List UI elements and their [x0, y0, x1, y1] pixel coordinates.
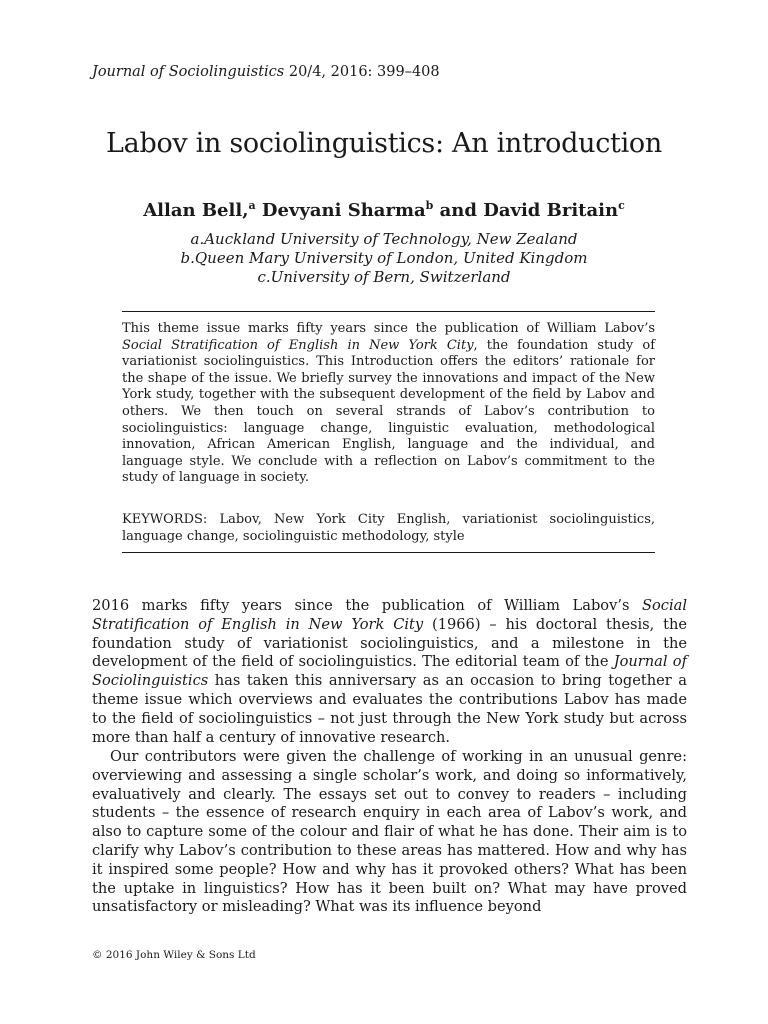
- journal-volume: 20/4, 2016: 399–408: [284, 64, 440, 80]
- body-text: 2016 marks fifty years since the publication of William Labov’s: [92, 597, 642, 614]
- author-affil-mark: c: [618, 199, 625, 212]
- abstract-bottom-rule: [122, 552, 655, 553]
- author-list: [0, 200, 768, 221]
- author-name: Allan Bell,: [143, 200, 249, 221]
- author-affil-mark: a: [248, 199, 256, 212]
- journal-name: Journal of Sociolinguistics: [92, 64, 285, 80]
- abstract: [122, 321, 655, 487]
- body-italic: Journal of Sociolinguistics: [92, 653, 687, 690]
- affiliation: c.University of Bern, Switzerland: [257, 268, 511, 286]
- author-name: and David Britain: [433, 200, 619, 221]
- affiliations: [0, 230, 768, 287]
- body-paragraph: [92, 597, 687, 747]
- abstract-top-rule: [122, 311, 655, 312]
- body-text: (1966) – his doctoral thesis, the foundation study of variationist sociolinguistics, and a milestone in the development of the field of sociolinguistics. The editorial team of the: [92, 615, 687, 671]
- affiliation: a.Auckland University of Technology, New Zealand: [190, 230, 578, 248]
- abstract-italic-title: Social Stratification of English in New York City: [122, 337, 474, 353]
- body-text: has taken this anniversary as an occasion to bring together a theme issue which overviews and evaluates the contributions Labov has made to the field of sociolinguistics – not just through the New York study but across more than half a century of innovative research.: [92, 672, 687, 746]
- abstract-text: This theme issue marks fifty years since the publication of William Labov’s: [122, 321, 655, 336]
- affiliation: b.Queen Mary University of London, United Kingdom: [180, 249, 588, 267]
- author-name: Devyani Sharma: [255, 200, 426, 221]
- journal-citation: [92, 64, 440, 80]
- copyright-footer: © 2016 John Wiley & Sons Ltd: [92, 949, 256, 961]
- keywords: KEYWORDS: Labov, New York City English, variationist sociolinguistics, language change, sociolinguistic methodology, style: [122, 512, 655, 544]
- author-affil-mark: b: [425, 199, 434, 212]
- body-italic: Social Stratification of English in New York City: [92, 597, 687, 633]
- abstract-text: , the foundation study of variationist sociolinguistics. This Introduction offers the editors’ rationale for the shape of the issue. We briefly survey the innovations and impact of the New York study, together with the subsequent development of the field by Labov and others. We then touch on several strands of Labov’s contribution to sociolinguistics: language change, linguistic evaluation, methodological innovation, African American English, language and the individual, and language style. We conclude with a reflection on Labov’s commitment to the study of language in society.: [122, 337, 656, 486]
- body-paragraph: Our contributors were given the challenge of working in an unusual genre: overviewing and assessing a single scholar’s work, and doing so informatively, evaluatively and clearly. The essays set out to convey to readers – including students – the essence of research enquiry in each area of Labov’s work, and also to capture some of the colour and flair of what he has done. Their aim is to clarify why Labov’s contribution to these areas has mattered. How and why has it inspired some people? How and why has it provoked others? What has been the uptake in linguistics? How has it been built on? What may have proved unsatisfactory or misleading? What was its influence beyond: [92, 748, 687, 916]
- article-title: Labov in sociolinguistics: An introduction: [106, 128, 662, 159]
